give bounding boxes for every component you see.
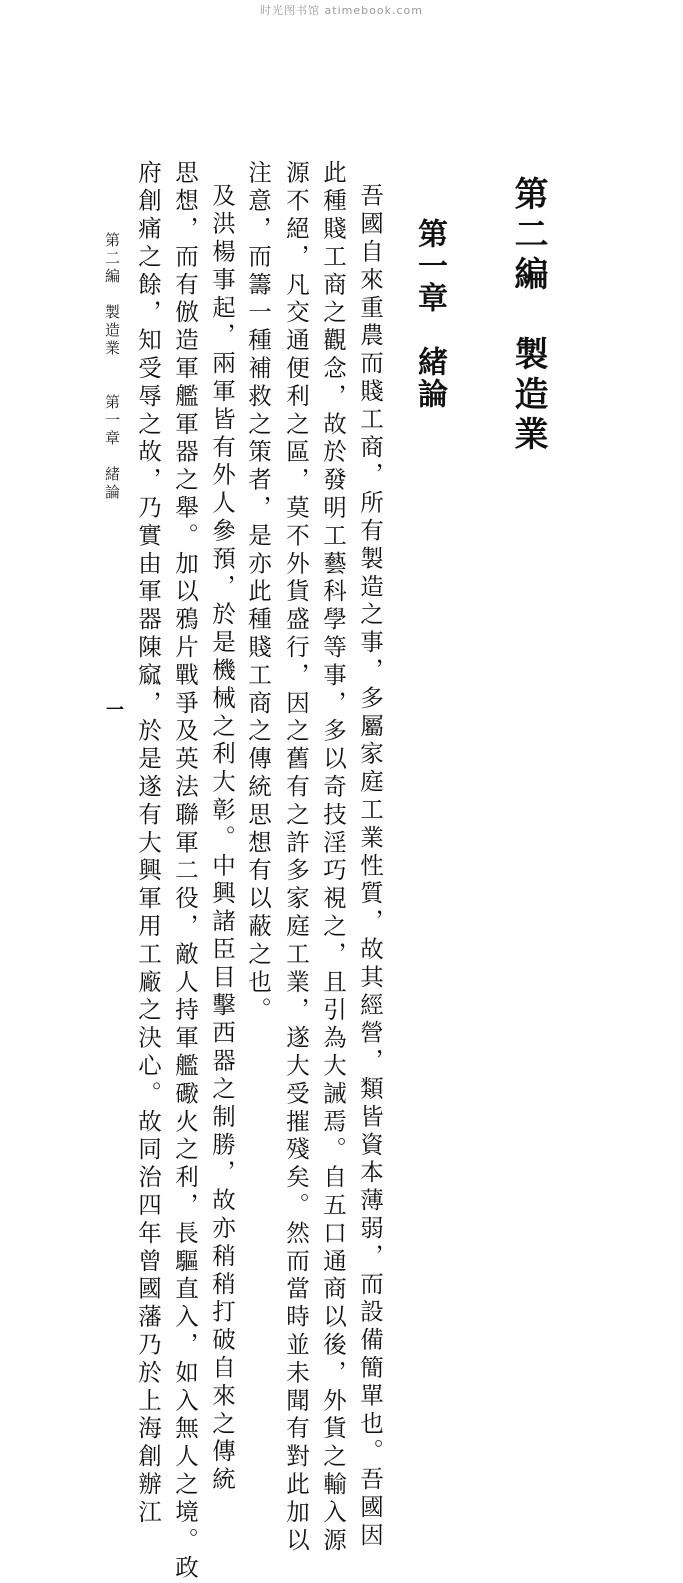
text-line-3: 源不絕，凡交通便利之區，莫不外貨盛行，因之舊有之許多家庭工業，遂大受摧殘矣。然而當時並未聞有對此加以 xyxy=(282,160,310,1555)
page-number: 一 xyxy=(103,700,124,718)
text-line-6: 思想，而有倣造軍艦軍器之舉。加以鴉片戰爭及英法聯軍二役，敵人持軍艦礮火之利，長驅直入，如入無人之境。政 xyxy=(171,160,199,1583)
text-line-2: 此種賤工商之觀念，故於發明工藝科學等事，多以奇技淫巧視之，且引為大誡焉。自五口通商以後，外貨之輸入源 xyxy=(319,160,347,1555)
running-footer: 第二編 製造業 第一章 緒論 xyxy=(103,232,121,502)
text-line-7: 府創痛之餘，知受辱之故，乃實由軍器陳窳，於是遂有大興軍用工廠之決心。故同治四年曾國藩乃於上海創辦江 xyxy=(134,160,162,1528)
text-line-1: 吾國自來重農而賤工商，所有製造之事，多屬家庭工業性質，故其經營，類皆資本薄弱，而設備簡單也。吾國因 xyxy=(356,183,384,1551)
watermark: 时光图书馆 atimebook.com xyxy=(260,4,423,17)
part-title: 第二編 製造業 xyxy=(508,176,548,456)
text-line-5: 及洪楊事起，兩軍皆有外人參預，於是機械之利大彰。中興諸臣目擊西器之制勝，故亦稍稍打破自來之傳統 xyxy=(208,183,236,1495)
chapter-title: 第一章 緒論 xyxy=(412,218,447,410)
text-line-4: 注意，而籌一種補救之策者，是亦此種賤工商之傳統思想有以蔽之也。 xyxy=(244,160,272,1025)
